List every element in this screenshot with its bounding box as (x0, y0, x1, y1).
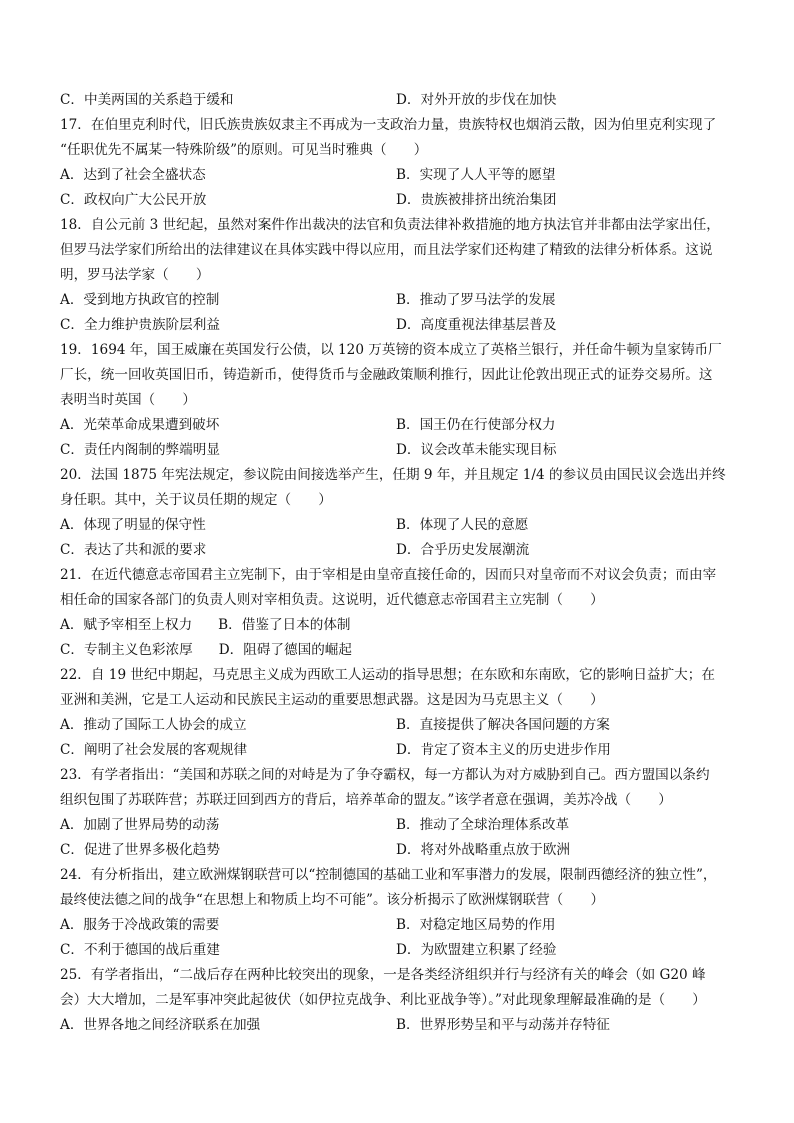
answer-option: B．推动了罗马法学的发展 (396, 292, 556, 308)
answer-option: A．赋予宰相至上权力 (60, 617, 193, 633)
option-row (60, 438, 740, 463)
answer-option: A．推动了国际工人协会的成立 (60, 717, 247, 733)
answer-option: B．体现了人民的意愿 (396, 517, 529, 533)
option-row (60, 188, 740, 213)
answer-option: B．实现了人人平等的愿望 (396, 167, 556, 183)
answer-option: C．全力维护贵族阶层利益 (60, 317, 220, 333)
option-row (60, 913, 740, 938)
answer-option: D．合乎历史发展潮流 (396, 542, 530, 558)
answer-option: A．光荣革命成果遭到破坏 (60, 417, 220, 433)
answer-option: A．受到地方执政官的控制 (60, 292, 220, 308)
answer-option: C．不利于德国的战后重建 (60, 942, 220, 958)
answer-option: B．国王仍在行使部分权力 (396, 417, 556, 433)
answer-option: D．对外开放的步伐在加快 (396, 92, 557, 108)
question-text-line: 18．自公元前 3 世纪起，虽然对案件作出裁决的法官和负责法律补救措施的地方执法官并非都由法学家出任， (60, 217, 720, 233)
answer-option: A．加剧了世界局势的动荡 (60, 817, 220, 833)
question-text-line: 组织包围了苏联阵营；苏联迂回到西方的背后，培养革命的盟友。”该学者意在强调，美苏冷战（ ） (60, 792, 672, 808)
question-text-line: 厂长，统一回收英国旧币，铸造新币，使得货币与金融政策顺利推行，因此让伦敦出现正式的证券交易所。这 (60, 367, 713, 383)
option-row (60, 538, 740, 563)
answer-option: B．世界形势呈和平与动荡并存特征 (396, 1017, 610, 1033)
answer-option: D．肯定了资本主义的历史进步作用 (396, 742, 611, 758)
answer-option: B．直接提供了解决各国问题的方案 (396, 717, 610, 733)
question-text-line: 最终使法德之间的战争“在思想上和物质上均不可能”。该分析揭示了欧洲煤钢联营（ ） (60, 892, 605, 908)
option-row (60, 313, 740, 338)
option-row (60, 288, 740, 313)
answer-option: D．高度重视法律基层普及 (396, 317, 557, 333)
question-text-line: 表明当时英国（ ） (60, 392, 196, 408)
question-text-line: 但罗马法学家们所给出的法律建议在具体实践中得以应用，而且法学家们还构建了精致的法律分析体系。这说 (60, 242, 713, 258)
answer-option: A．服务于冷战政策的需要 (60, 917, 220, 933)
answer-option: A．达到了社会全盛状态 (60, 167, 206, 183)
answer-option: C．责任内阁制的弊端明显 (60, 442, 220, 458)
question-text-line: 24．有分析指出，建立欧洲煤钢联营可以“控制德国的基础工业和军事潜力的发展，限制西德经济的独立性”， (60, 867, 717, 883)
answer-option: C．表达了共和派的要求 (60, 542, 207, 558)
question-text-line: “任职优先不属某一特殊阶级”的原则。可见当时雅典（ ） (60, 142, 428, 158)
answer-option: C．促进了世界多极化趋势 (60, 842, 220, 858)
question-text-line: 明，罗马法学家（ ） (60, 267, 210, 283)
answer-option: D．议会改革未能实现目标 (396, 442, 557, 458)
option-row (60, 413, 740, 438)
option-row (60, 638, 740, 663)
option-row (60, 838, 740, 863)
option-row (60, 88, 740, 113)
answer-option: D．将对外战略重点放于欧洲 (396, 842, 571, 858)
question-text-line: 17．在伯里克利时代，旧氏族贵族奴隶主不再成为一支政治力量，贵族特权也烟消云散，因为伯里克利实现了 (60, 117, 717, 133)
answer-option: B．对稳定地区局势的作用 (396, 917, 556, 933)
answer-option: A．世界各地之间经济联系在加强 (60, 1017, 261, 1033)
option-row (60, 163, 740, 188)
answer-option: D．为欧盟建立积累了经验 (396, 942, 557, 958)
question-text-line: 19．1694 年，国王威廉在英国发行公债，以 120 万英镑的资本成立了英格兰银行，并任命牛顿为皇家铸币厂 (60, 342, 722, 358)
option-row (60, 938, 740, 963)
question-text-line: 22．自 19 世纪中期起，马克思主义成为西欧工人运动的指导思想；在东欧和东南欧，它的影响日益扩大；在 (60, 667, 715, 683)
answer-option: C．中美两国的关系趋于缓和 (60, 92, 234, 108)
option-row (60, 738, 740, 763)
option-row (60, 513, 740, 538)
option-row (60, 713, 740, 738)
answer-option: C．阐明了社会发展的客观规律 (60, 742, 248, 758)
answer-option: B．借鉴了日本的体制 (218, 617, 351, 633)
question-text-line: 23．有学者指出：“美国和苏联之间的对峙是为了争夺霸权，每一方都认为对方威胁到自己。西方盟国以条约 (60, 767, 710, 783)
answer-option: B．推动了全球治理体系改革 (396, 817, 570, 833)
answer-option: D．阻碍了德国的崛起 (218, 642, 352, 658)
option-row (60, 613, 740, 638)
question-text-line: 会）大大增加，二是军事冲突此起彼伏（如伊拉克战争、利比亚战争等）。”对此现象理解最准确的是（ ） (60, 992, 706, 1008)
question-text-line: 21．在近代德意志帝国君主立宪制下，由于宰相是由皇帝直接任命的，因而只对皇帝而不对议会负责；而由宰 (60, 567, 717, 583)
question-text-line: 亚洲和美洲，它是工人运动和民族民主运动的重要思想武器。这是因为马克思主义（ ） (60, 692, 604, 708)
question-text-line: 相任命的国家各部门的负责人则对宰相负责。这说明，近代德意志帝国君主立宪制（ ） (60, 592, 604, 608)
question-text-line: 25．有学者指出，“二战后存在两种比较突出的现象，一是各类经济组织并行与经济有关的峰会（如 G20 峰 (60, 967, 706, 983)
answer-option: D．贵族被排挤出统治集团 (396, 192, 557, 208)
answer-option: A．体现了明显的保守性 (60, 517, 206, 533)
exam-page (60, 88, 740, 1038)
option-row (60, 1013, 740, 1038)
question-text-line: 身任职。其中，关于议员任期的规定（ ） (60, 492, 332, 508)
answer-option: C．政权向广大公民开放 (60, 192, 207, 208)
answer-option: C．专制主义色彩浓厚 (60, 642, 193, 658)
option-row (60, 813, 740, 838)
question-text-line: 20．法国 1875 年宪法规定，参议院由间接选举产生，任期 9 年，并且规定 1/4 的参议员由国民议会选出并终 (60, 467, 726, 483)
